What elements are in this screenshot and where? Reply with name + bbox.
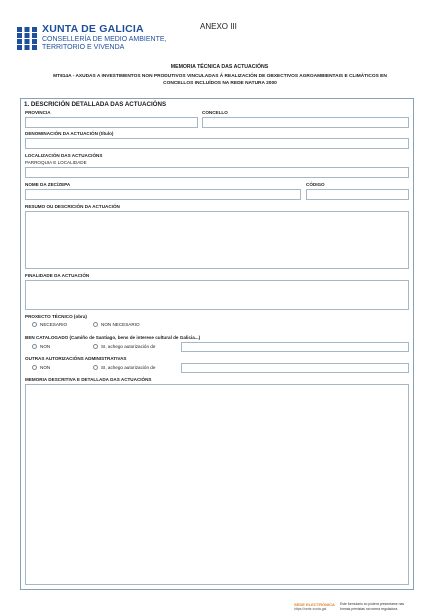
provincia-field[interactable] [25,117,198,128]
org-department-line2: TERRITORIO E VIVENDA [42,44,125,51]
sede-url[interactable]: https://sede.xunta.gal [294,607,327,611]
ben-autorizacion-field[interactable] [181,342,409,352]
outras-non-label: NON [40,365,51,370]
codigo-field[interactable] [306,189,409,200]
footer-note-line1: Este formulario só poderá presentarse nas [340,602,405,606]
ben-catalogado-label: BEN CATALOGADO (Camiño de Santiago, bens de interese cultural de Galicia...) [25,335,201,340]
nome-zec-field[interactable] [25,189,301,200]
provincia-label: PROVINCIA [25,110,51,115]
necesario-radio[interactable] [32,322,37,327]
section-title: 1. DESCRICIÓN DETALLADA DAS ACTUACIÓNS [24,101,167,108]
memoria-label: MEMORIA DESCRITIVA E DETALLADA DAS ACTUACIÓNS [25,377,152,382]
resumo-label: RESUMO OU DESCRICIÓN DA ACTUACIÓN [25,204,120,209]
ben-non-label: NON [40,344,51,349]
outras-autorizacion-field[interactable] [181,363,409,373]
document-subtitle-line1: MT814A - AXUDAS A INVESTIMENTOS NON PRODUTIVOS VINCULADAS Á REALIZACIÓN DE OBXECTIVOS AGROAMBIENTAIS E CLIMÁTICOS EN [53,74,387,79]
concello-label: CONCELLO [202,110,228,115]
concello-field[interactable] [202,117,409,128]
ben-non-radio[interactable] [32,344,37,349]
sede-brand: SEDE ELECTRÓNICA [294,602,335,607]
xunta-cross-grid-icon [16,26,38,52]
annex-label: ANEXO III [200,22,237,31]
document-title: MEMORIA TÉCNICA DAS ACTUACIÓNS [170,64,269,70]
denominacion-label: DENOMINACIÓN DA ACTUACIÓN (título) [25,131,114,136]
org-department [42,36,182,52]
outras-non-radio[interactable] [32,365,37,370]
parroquia-field[interactable] [25,167,409,178]
localizacion-label: LOCALIZACIÓN DAS ACTUACIÓNS [25,153,103,158]
document-subtitle [20,74,420,87]
resumo-textarea[interactable] [25,211,409,269]
parroquia-label: PARROQUIA E LOCALIDADE [25,160,87,165]
footer-note [340,602,420,611]
non-necesario-label: NON NECESARIO [101,322,140,327]
denominacion-field[interactable] [25,138,409,149]
ben-si-label: SI, achego autorización de [101,344,156,349]
org-name: XUNTA DE GALICIA [42,23,144,35]
nome-zec-label: NOME DA ZEC/ZEPA [25,182,71,187]
necesario-label: NECESARIO [40,322,68,327]
outras-si-radio[interactable] [93,365,98,370]
org-department-line1: CONSELLERÍA DE MEDIO AMBIENTE, [42,36,167,43]
proxecto-label: PROXECTO TÉCNICO (obra) [25,314,87,319]
codigo-label: CÓDIGO [306,182,325,187]
outras-si-label: SI, achego autorización de [101,365,156,370]
finalidade-label: FINALIDADE DA ACTUACIÓN [25,273,90,278]
outras-label: OUTRAS AUTORIZACIÓNS ADMINISTRATIVAS [25,356,127,361]
non-necesario-radio[interactable] [93,322,98,327]
finalidade-textarea[interactable] [25,280,409,310]
ben-si-radio[interactable] [93,344,98,349]
document-subtitle-line2: CONCELLOS INCLUÍDOS NA REDE NATURA 2000 [163,80,277,86]
memoria-textarea[interactable] [25,384,409,585]
footer-note-line2: formas previstas na norma reguladora. [340,606,399,611]
